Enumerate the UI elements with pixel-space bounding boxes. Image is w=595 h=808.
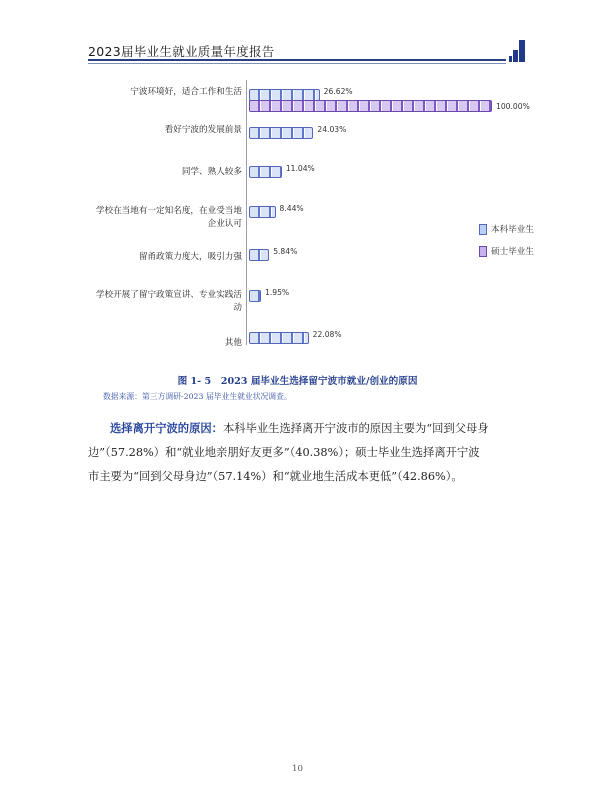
page-header (88, 40, 523, 64)
paragraph-line-1-text: 本科毕业生选择离开宁波市的原因主要为“回到父母身 (222, 422, 489, 435)
legend-swatch-master (479, 246, 487, 257)
header-rule (88, 59, 506, 61)
category-label: 学校开展了留宁政策宣讲、专业实践活 动 (95, 290, 242, 313)
paragraph-line-3: 市主要为“回到父母身边”（57.14%）和“就业地生活成本更低”（42.86%）。 (88, 470, 463, 483)
value-label-bachelor: 8.44% (279, 204, 304, 213)
legend-item-bachelor (479, 223, 534, 235)
figure-source: 数据来源：第三方调研-2023 届毕业生就业状况调查。 (103, 392, 292, 401)
bar-bachelor (249, 332, 309, 344)
figure-caption: 图 1- 5 2023 届毕业生选择留宁波市就业/创业的原因 (177, 376, 418, 387)
value-label-master: 100.00% (496, 102, 530, 111)
category-label: 看好宁波的发展前景 (164, 125, 242, 135)
bar-bachelor (249, 166, 282, 178)
category-label: 其他 (224, 338, 242, 348)
value-label-bachelor: 5.84% (273, 247, 298, 256)
bar-bachelor (249, 290, 261, 302)
value-label-bachelor: 24.03% (317, 125, 347, 134)
bar-bachelor (249, 206, 276, 218)
report-title: 2023届毕业生就业质量年度报告 (88, 44, 275, 59)
category-label: 学校在当地有一定知名度，在业受当地 企业认可 (95, 206, 242, 229)
category-label: 留甬政策力度大，吸引力强 (138, 252, 242, 262)
category-label: 同学、熟人较多 (181, 167, 242, 177)
legend-item-master (479, 245, 534, 257)
value-label-bachelor: 11.04% (285, 164, 315, 173)
page-number: 10 (292, 764, 303, 774)
value-label-bachelor: 22.08% (312, 330, 342, 339)
logo-icon (509, 40, 525, 62)
bar-bachelor (249, 127, 313, 139)
bar-master (249, 100, 492, 112)
legend-label-bachelor: 本科毕业生 (491, 225, 534, 235)
category-label: 宁波环境好，适合工作和生活 (130, 87, 242, 97)
bar-bachelor (249, 249, 269, 261)
paragraph-line-1 (88, 416, 528, 441)
legend-swatch-bachelor (479, 224, 487, 235)
chart-axis (246, 80, 247, 345)
legend-label-master: 硕士毕业生 (491, 247, 534, 257)
header-rule-thin (88, 63, 506, 64)
body-paragraph (88, 416, 528, 489)
value-label-bachelor: 26.62% (323, 87, 353, 96)
paragraph-lead: 选择离开宁波的原因： (110, 421, 223, 435)
value-label-bachelor: 1.95% (265, 288, 290, 297)
paragraph-line-2: 边”（57.28%）和“就业地亲朋好友更多”（40.38%）；硕士毕业生选择离开宁波 (88, 446, 480, 459)
